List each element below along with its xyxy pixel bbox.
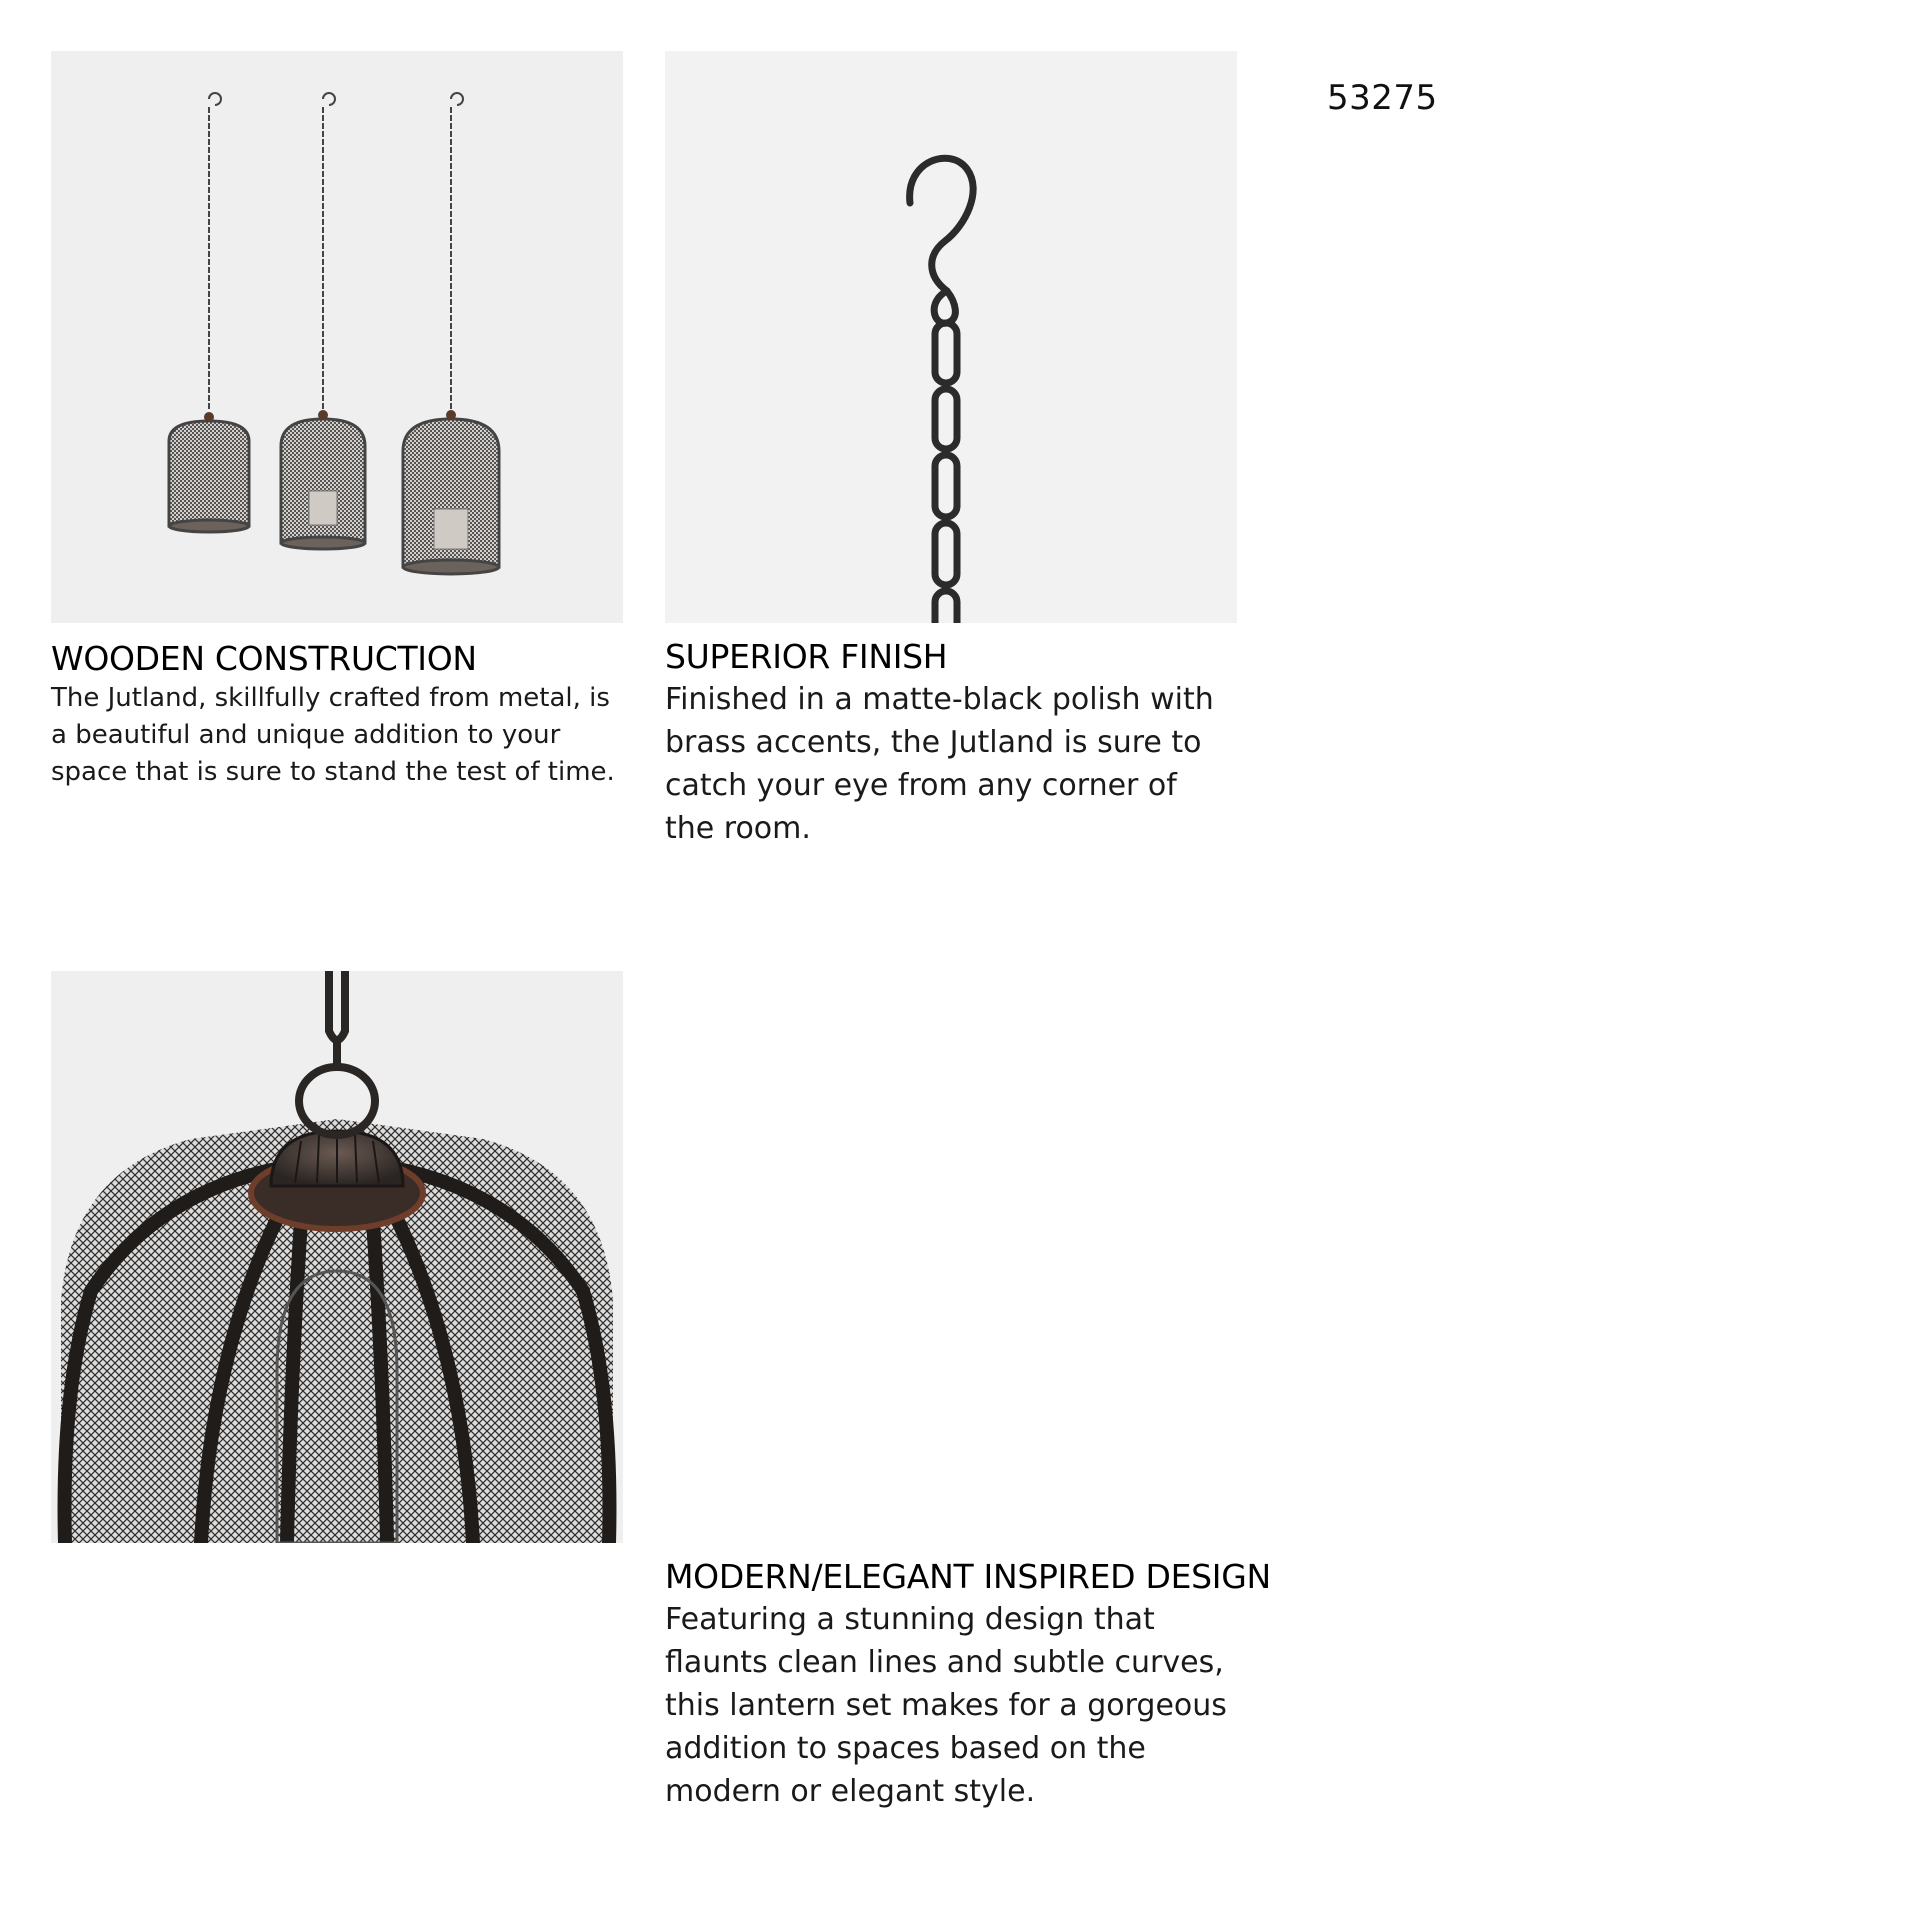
feature-description: Featuring a stunning design that flaunts clean lines and subtle curves, this lantern set makes for a gorgeous addition to spaces based on the modern or elegant style. (665, 1602, 1227, 1809)
feature-title: SUPERIOR FINISH (665, 637, 948, 676)
small-lantern (169, 93, 249, 532)
lanterns-set-photo (51, 51, 623, 623)
feature-description: The Jutland, skillfully crafted from metal, is a beautiful and unique addition to your space that is sure to stand the test of time. (51, 683, 615, 787)
feature-superior-finish (665, 638, 1225, 850)
large-lantern (403, 93, 499, 574)
feature-modern-design (665, 1558, 1285, 1813)
lantern-closeup-photo (51, 971, 623, 1543)
feature-title: MODERN/ELEGANT INSPIRED DESIGN (665, 1557, 1271, 1596)
feature-title: WOODEN CONSTRUCTION (51, 639, 477, 678)
hook-chain-photo (665, 51, 1237, 623)
feature-wooden-construction (51, 640, 626, 791)
product-code: 53275 (1327, 78, 1438, 118)
feature-description: Finished in a matte-black polish with brass accents, the Jutland is sure to catch your eye from any corner of the room. (665, 682, 1214, 846)
medium-lantern (281, 93, 365, 549)
